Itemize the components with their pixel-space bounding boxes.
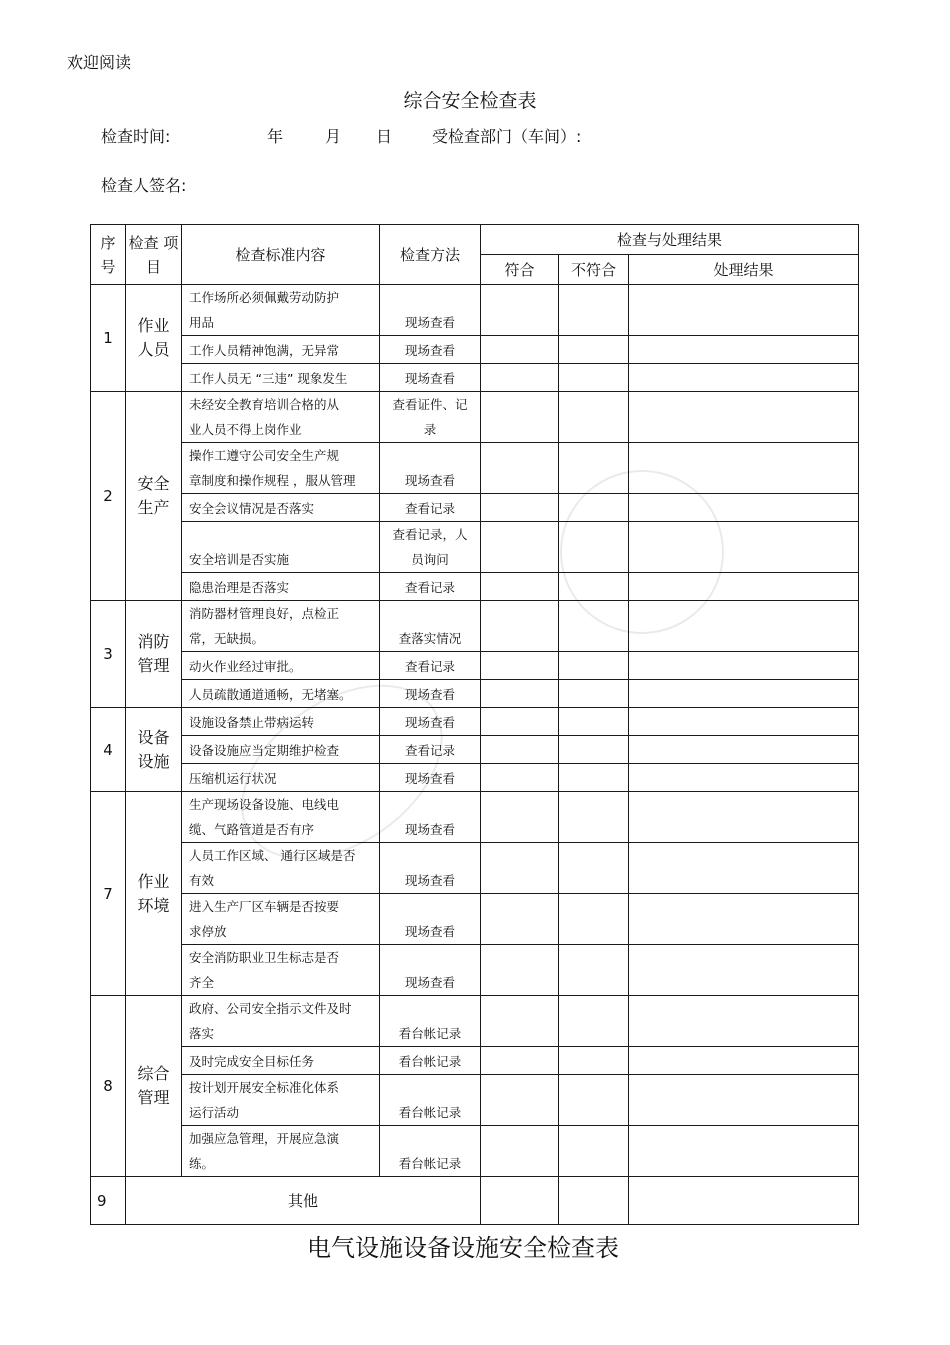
fail-cell[interactable] [559, 1047, 629, 1075]
check-standard: 安全培训是否实施 [182, 522, 380, 573]
fail-cell[interactable] [559, 336, 629, 364]
handling-cell[interactable] [629, 843, 859, 894]
handling-cell[interactable] [629, 443, 859, 494]
handling-cell[interactable] [629, 680, 859, 708]
fail-cell[interactable] [559, 764, 629, 792]
pass-cell[interactable] [481, 336, 559, 364]
table-row [91, 443, 859, 494]
fail-cell[interactable] [559, 945, 629, 996]
table-row [91, 945, 859, 996]
handling-cell[interactable] [629, 736, 859, 764]
check-standard: 人员疏散通道通畅，无堵塞。 [182, 680, 380, 708]
check-standard: 工作人员无 “三违” 现象发生 [182, 364, 380, 392]
fail-cell[interactable] [559, 736, 629, 764]
header-method: 检查方法 [380, 225, 481, 285]
pass-cell[interactable] [481, 1177, 559, 1225]
header-seq: 序 号 [91, 225, 126, 285]
check-method: 现场查看 [380, 945, 481, 996]
check-standard: 安全消防职业卫生标志是否 齐全 [182, 945, 380, 996]
pass-cell[interactable] [481, 573, 559, 601]
table-row [91, 336, 859, 364]
check-standard: 按计划开展安全标准化体系 运行活动 [182, 1075, 380, 1126]
pass-cell[interactable] [481, 736, 559, 764]
check-standard: 设备设施应当定期维护检查 [182, 736, 380, 764]
header-fail: 不符合 [559, 255, 629, 285]
fail-cell[interactable] [559, 680, 629, 708]
table-row [91, 522, 859, 573]
pass-cell[interactable] [481, 708, 559, 736]
fail-cell[interactable] [559, 285, 629, 336]
pass-cell[interactable] [481, 1126, 559, 1177]
fail-cell[interactable] [559, 364, 629, 392]
check-method: 看台帐记录 [380, 1075, 481, 1126]
pass-cell[interactable] [481, 894, 559, 945]
check-method: 现场查看 [380, 680, 481, 708]
handling-cell[interactable] [629, 652, 859, 680]
table-row [91, 573, 859, 601]
fail-cell[interactable] [559, 792, 629, 843]
check-standard: 工作场所必须佩戴劳动防护 用品 [182, 285, 380, 336]
check-standard: 动火作业经过审批。 [182, 652, 380, 680]
header-standard: 检查标准内容 [182, 225, 380, 285]
check-method: 查看证件、记 录 [380, 392, 481, 443]
check-standard: 未经安全教育培训合格的从 业人员不得上岗作业 [182, 392, 380, 443]
fail-cell[interactable] [559, 494, 629, 522]
year-label: 年 [267, 127, 284, 146]
row-number: 8 [91, 996, 126, 1177]
fail-cell[interactable] [559, 1126, 629, 1177]
next-section-title: 电气设施设备设施安全检查表 [307, 1234, 619, 1262]
table-row [91, 1126, 859, 1177]
fail-cell[interactable] [559, 443, 629, 494]
check-standard: 隐患治理是否落实 [182, 573, 380, 601]
handling-cell[interactable] [629, 1126, 859, 1177]
pass-cell[interactable] [481, 364, 559, 392]
handling-cell[interactable] [629, 364, 859, 392]
handling-cell[interactable] [629, 392, 859, 443]
pass-cell[interactable] [481, 680, 559, 708]
table-row [91, 1075, 859, 1126]
check-standard: 工作人员精神饱满，无异常 [182, 336, 380, 364]
handling-cell[interactable] [629, 996, 859, 1047]
pass-cell[interactable] [481, 392, 559, 443]
fail-cell[interactable] [559, 894, 629, 945]
check-category: 作业 环境 [126, 792, 182, 996]
table-row [91, 285, 859, 336]
check-standard: 加强应急管理，开展应急演 练。 [182, 1126, 380, 1177]
check-standard: 进入生产厂区车辆是否按要 求停放 [182, 894, 380, 945]
handling-cell[interactable] [629, 573, 859, 601]
check-method: 现场查看 [380, 792, 481, 843]
check-method: 现场查看 [380, 336, 481, 364]
handling-cell[interactable] [629, 522, 859, 573]
row-number: 9 [91, 1177, 126, 1225]
check-standard: 及时完成安全目标任务 [182, 1047, 380, 1075]
pass-cell[interactable] [481, 792, 559, 843]
fail-cell[interactable] [559, 522, 629, 573]
check-category: 设备 设施 [126, 708, 182, 792]
row-number: 4 [91, 708, 126, 792]
pass-cell[interactable] [481, 522, 559, 573]
handling-cell[interactable] [629, 1075, 859, 1126]
fail-cell[interactable] [559, 1177, 629, 1225]
pass-cell[interactable] [481, 843, 559, 894]
fail-cell[interactable] [559, 1075, 629, 1126]
table-row [91, 680, 859, 708]
check-method: 现场查看 [380, 843, 481, 894]
check-category: 安全 生产 [126, 392, 182, 601]
month-label: 月 [325, 127, 342, 146]
inspection-table [90, 224, 859, 1225]
check-standard: 操作工遵守公司安全生产规 章制度和操作规程 ，服从管理 [182, 443, 380, 494]
handling-cell[interactable] [629, 945, 859, 996]
fail-cell[interactable] [559, 573, 629, 601]
welcome-text: 欢迎阅读 [67, 53, 132, 72]
handling-cell[interactable] [629, 764, 859, 792]
check-standard: 压缩机运行状况 [182, 764, 380, 792]
check-method: 看台帐记录 [380, 996, 481, 1047]
fail-cell[interactable] [559, 392, 629, 443]
table-row [91, 996, 859, 1047]
row-number: 3 [91, 601, 126, 708]
row-number: 2 [91, 392, 126, 601]
pass-cell[interactable] [481, 601, 559, 652]
handling-cell[interactable] [629, 285, 859, 336]
check-method: 查看记录，人 员询问 [380, 522, 481, 573]
table-row [91, 708, 859, 736]
check-method: 现场查看 [380, 708, 481, 736]
check-method: 查看记录 [380, 736, 481, 764]
row-number: 1 [91, 285, 126, 392]
table-row [91, 894, 859, 945]
inspected-department-label: 受检查部门（车间）: [432, 127, 582, 146]
table-row [91, 364, 859, 392]
table-row [91, 494, 859, 522]
pass-cell[interactable] [481, 1047, 559, 1075]
fail-cell[interactable] [559, 708, 629, 736]
table-row [91, 736, 859, 764]
pass-cell[interactable] [481, 443, 559, 494]
check-method: 现场查看 [380, 364, 481, 392]
pass-cell[interactable] [481, 652, 559, 680]
check-standard: 人员工作区域、 通行区域是否 有效 [182, 843, 380, 894]
header-handling: 处理结果 [629, 255, 859, 285]
check-method: 现场查看 [380, 894, 481, 945]
table-row [91, 1177, 859, 1225]
check-method: 看台帐记录 [380, 1126, 481, 1177]
fail-cell[interactable] [559, 652, 629, 680]
table-row [91, 764, 859, 792]
header-pass: 符合 [481, 255, 559, 285]
row-number: 7 [91, 792, 126, 996]
handling-cell[interactable] [629, 894, 859, 945]
check-standard: 设施设备禁止带病运转 [182, 708, 380, 736]
handling-cell[interactable] [629, 792, 859, 843]
check-standard: 生产现场设备设施、电线电 缆、气路管道是否有序 [182, 792, 380, 843]
check-method: 查落实情况 [380, 601, 481, 652]
header-result-group: 检查与处理结果 [481, 225, 859, 255]
handling-cell[interactable] [629, 601, 859, 652]
table-row [91, 1047, 859, 1075]
check-standard: 政府、公司安全指示文件及时 落实 [182, 996, 380, 1047]
pass-cell[interactable] [481, 764, 559, 792]
table-row [91, 652, 859, 680]
other-label: 其他 [126, 1177, 481, 1225]
fail-cell[interactable] [559, 843, 629, 894]
day-label: 日 [376, 127, 393, 146]
pass-cell[interactable] [481, 996, 559, 1047]
check-method: 看台帐记录 [380, 1047, 481, 1075]
table-row [91, 792, 859, 843]
check-method: 现场查看 [380, 764, 481, 792]
pass-cell[interactable] [481, 494, 559, 522]
table-row [91, 392, 859, 443]
fail-cell[interactable] [559, 601, 629, 652]
check-method: 现场查看 [380, 443, 481, 494]
check-standard: 消防器材管理良好，点检正 常，无缺损。 [182, 601, 380, 652]
table-row [91, 601, 859, 652]
check-category: 消防 管理 [126, 601, 182, 708]
handling-cell[interactable] [629, 336, 859, 364]
check-method: 查看记录 [380, 573, 481, 601]
header-item: 检查 项目 [126, 225, 182, 285]
check-standard: 安全会议情况是否落实 [182, 494, 380, 522]
page-title: 综合安全检查表 [403, 90, 537, 112]
pass-cell[interactable] [481, 1075, 559, 1126]
handling-cell[interactable] [629, 494, 859, 522]
handling-cell[interactable] [629, 1177, 859, 1225]
handling-cell[interactable] [629, 1047, 859, 1075]
inspector-signature-label: 检查人签名: [101, 176, 187, 195]
check-category: 作业 人员 [126, 285, 182, 392]
pass-cell[interactable] [481, 945, 559, 996]
check-method: 查看记录 [380, 652, 481, 680]
inspection-time-label: 检查时间: [101, 127, 171, 146]
check-method: 查看记录 [380, 494, 481, 522]
handling-cell[interactable] [629, 708, 859, 736]
fail-cell[interactable] [559, 996, 629, 1047]
pass-cell[interactable] [481, 285, 559, 336]
check-method: 现场查看 [380, 285, 481, 336]
check-category: 综合 管理 [126, 996, 182, 1177]
table-row [91, 843, 859, 894]
